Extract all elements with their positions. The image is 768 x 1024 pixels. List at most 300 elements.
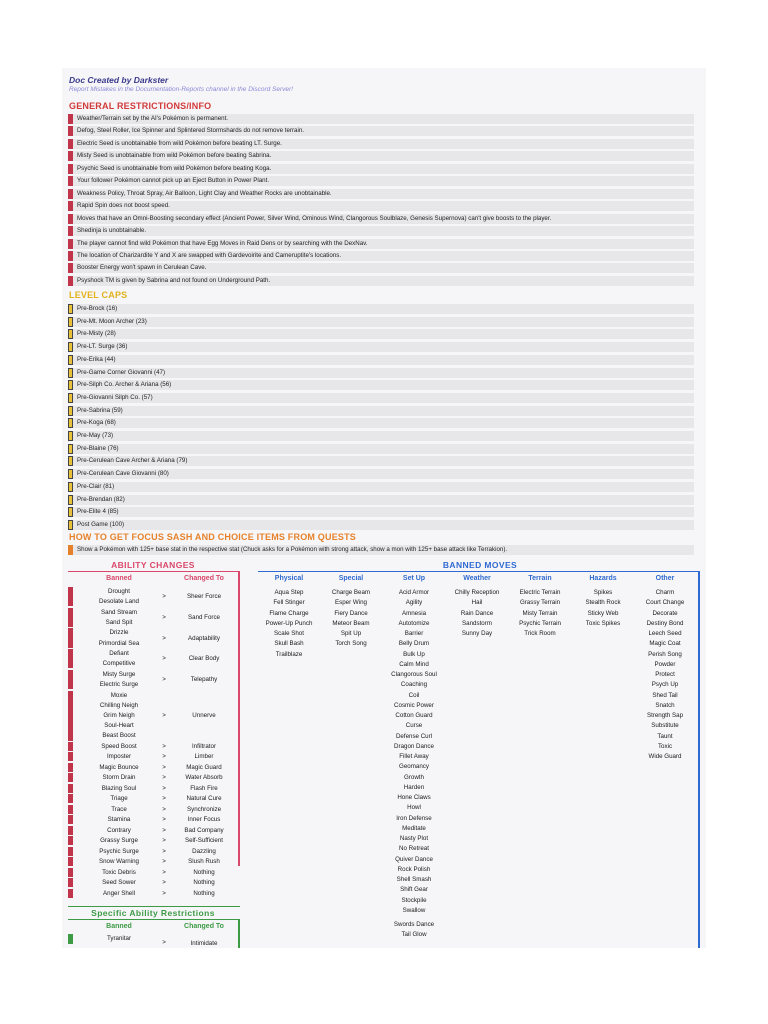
- ability-changed-cell: Sand Force: [188, 613, 220, 621]
- ability-banned-name: Trace: [111, 805, 127, 813]
- rule-marker: [68, 469, 73, 479]
- rule-marker: [68, 317, 73, 327]
- ability-banned-name: Grim Neigh: [103, 711, 135, 719]
- general-restriction-row: [68, 126, 694, 136]
- ability-banned-column-header: Banned: [106, 575, 132, 582]
- rule-marker: [68, 878, 73, 887]
- ability-change-row: [68, 763, 238, 773]
- general-restriction-text: Shedinja is unobtainable.: [77, 227, 147, 235]
- ability-arrow: >: [162, 826, 166, 834]
- banned-move: Harden: [403, 783, 425, 791]
- level-cap-row: [68, 495, 694, 505]
- banned-move: Iron Defense: [396, 814, 432, 822]
- banned-move: Taunt: [657, 732, 673, 740]
- rule-marker: [68, 126, 73, 136]
- ability-change-row: [68, 742, 238, 752]
- general-restriction-row: [68, 201, 694, 211]
- ability-change-row: [68, 794, 238, 804]
- ability-arrow: >: [162, 868, 166, 876]
- banned-move: Snatch: [655, 701, 675, 709]
- banned-moves-underline: [258, 571, 700, 572]
- rule-marker: [68, 545, 73, 555]
- level-cap-text: Pre-Cerulean Cave Archer & Ariana (79): [77, 457, 188, 465]
- specific-ability-heading: Specific Ability Restrictions: [91, 908, 215, 918]
- level-cap-row: [68, 520, 694, 530]
- rule-marker: [68, 380, 73, 390]
- ability-change-row: [68, 587, 238, 607]
- ability-changes-border: [238, 571, 240, 866]
- ability-banned-name: Sand Stream: [100, 608, 138, 616]
- banned-move: Coaching: [400, 681, 428, 689]
- focus-sash-text: Show a Pokémon with 125+ base stat in the respective stat (Chuck asks for a Pokémon with strong attack, show a mon with 125+ base attack like Terrakion).: [77, 546, 508, 553]
- rule-marker: [68, 355, 73, 365]
- banned-move: Agility: [405, 599, 423, 607]
- general-restriction-row: [68, 151, 694, 161]
- banned-moves-column: [634, 588, 696, 762]
- rule-marker: [68, 742, 73, 751]
- ability-changed-cell: Bad Company: [184, 826, 224, 834]
- ability-changed-cell: Water Absorb: [185, 774, 223, 782]
- banned-move: Shell Smash: [396, 876, 432, 883]
- document-page: [62, 68, 706, 948]
- ability-arrow: >: [162, 774, 166, 782]
- banned-move: Stealth Rock: [585, 599, 621, 607]
- banned-move: Aqua Step: [274, 589, 304, 596]
- level-cap-text: Pre-Misty (28): [77, 330, 116, 338]
- ability-banned-name: Storm Drain: [102, 774, 136, 782]
- level-cap-text: Pre-Clair (81): [77, 482, 115, 490]
- rule-marker: [68, 520, 73, 530]
- general-restrictions-heading: GENERAL RESTRICTIONS/INFO: [69, 101, 212, 111]
- rule-marker: [68, 868, 73, 877]
- ability-changes-heading: ABILITY CHANGES: [111, 560, 195, 570]
- ability-changed-cell: Self-Sufficient: [184, 837, 224, 845]
- level-cap-row: [68, 431, 694, 441]
- banned-move: Dragon Dance: [394, 742, 434, 750]
- ability-banned-cell: [78, 670, 160, 690]
- banned-move: Meteor Beam: [332, 619, 370, 627]
- general-restriction-row: [68, 164, 694, 174]
- banned-move: Scale Shot: [274, 630, 304, 637]
- ability-changed-cell: Telepathy: [190, 675, 218, 683]
- banned-move: Howl: [407, 804, 421, 812]
- ability-banned-cell: [78, 815, 160, 825]
- ability-banned-name: Chilling Neigh: [99, 701, 139, 709]
- level-cap-row: [68, 482, 694, 492]
- specific-changed-cell: Intimidate: [190, 940, 218, 947]
- ability-banned-cell: [78, 794, 160, 804]
- level-cap-text: Pre-Giovanni Silph Co. (57): [77, 393, 153, 401]
- banned-move: Barrier: [404, 630, 424, 637]
- banned-move: Trick Room: [524, 630, 556, 637]
- banned-move: Fillet Away: [399, 753, 429, 760]
- banned-move: Swords Dance: [393, 921, 435, 928]
- ability-arrow: >: [162, 858, 166, 866]
- general-restriction-row: [68, 276, 694, 286]
- ability-change-row: [68, 691, 238, 742]
- level-cap-row: [68, 469, 694, 479]
- banned-move: Sticky Web: [587, 609, 619, 617]
- banned-move: Esper Wing: [335, 599, 367, 607]
- banned-move: Sunny Day: [461, 630, 493, 637]
- banned-moves-column-header: Hazards: [589, 575, 617, 582]
- banned-move: Psychic Terrain: [519, 619, 561, 627]
- ability-banned-name: Grassy Surge: [100, 837, 138, 845]
- ability-change-row: [68, 847, 238, 857]
- general-restriction-row: [68, 226, 694, 236]
- ability-change-row: [68, 857, 238, 867]
- level-cap-text: Pre-May (73): [77, 432, 114, 439]
- ability-banned-cell: [78, 752, 160, 762]
- rule-marker: [68, 431, 73, 441]
- rule-marker: [68, 164, 73, 174]
- specific-ability-topline: [68, 906, 240, 907]
- general-restriction-row: [68, 239, 694, 249]
- ability-banned-cell: [78, 608, 160, 628]
- ability-arrow: >: [162, 879, 166, 887]
- focus-sash-heading: HOW TO GET FOCUS SASH AND CHOICE ITEMS FROM QUESTS: [69, 532, 357, 542]
- banned-move: Misty Terrain: [522, 609, 558, 617]
- ability-changed-cell: Limber: [194, 753, 214, 761]
- rule-marker: [68, 889, 73, 898]
- rule-marker: [68, 482, 73, 492]
- ability-changed-cell: Dazzling: [192, 847, 216, 855]
- rule-marker: [68, 805, 73, 814]
- banned-move: Acid Armor: [398, 589, 430, 596]
- general-restriction-text: The player cannot find wild Pokémon that have Egg Moves in Raid Dens or by searching with the DexNav.: [77, 239, 368, 247]
- banned-move: Stockpile: [401, 896, 427, 904]
- general-restriction-text: Rapid Spin does not boost speed.: [77, 202, 170, 210]
- banned-move: Bulk Up: [403, 650, 425, 658]
- rule-marker: [68, 507, 73, 517]
- level-cap-text: Pre-Mt. Moon Archer (23): [77, 317, 147, 325]
- banned-move: Destiny Bond: [646, 619, 684, 627]
- rule-marker: [68, 456, 73, 466]
- rule-marker: [68, 773, 73, 782]
- level-cap-row: [68, 329, 694, 339]
- ability-arrow: >: [162, 753, 166, 761]
- ability-changed-cell: Infiltrator: [191, 742, 217, 750]
- ability-banned-cell: [78, 868, 160, 878]
- banned-move: Coil: [408, 691, 420, 699]
- banned-move: Clangorous Soul: [391, 671, 437, 678]
- level-cap-text: Pre-Silph Co. Archer & Ariana (56): [77, 381, 172, 389]
- general-restriction-text: Psyshock TM is given by Sabrina and not found on Underground Path.: [77, 276, 271, 284]
- rule-marker: [68, 649, 73, 668]
- ability-banned-name: Desolate Land: [99, 598, 139, 606]
- banned-move: Rock Polish: [397, 865, 431, 873]
- ability-change-row: [68, 878, 238, 888]
- ability-banned-name: Blazing Soul: [101, 784, 137, 792]
- ability-change-row: [68, 889, 238, 899]
- banned-move: Powder: [654, 660, 676, 668]
- ability-arrow: >: [162, 889, 166, 897]
- banned-move: Strength Sap: [646, 712, 684, 719]
- rule-marker: [68, 857, 73, 866]
- ability-arrow: >: [162, 742, 166, 750]
- ability-changed-cell: Nothing: [193, 879, 215, 887]
- banned-moves-column: [258, 588, 320, 660]
- banned-move: Leech Seed: [648, 630, 682, 637]
- ability-changed-cell: Adaptability: [188, 634, 220, 642]
- ability-changed-cell: Magic Guard: [186, 763, 222, 771]
- ability-arrow: >: [162, 634, 166, 642]
- level-cap-text: Pre-Brock (16): [77, 305, 118, 312]
- ability-banned-cell: [78, 847, 160, 857]
- general-restriction-row: [68, 214, 694, 224]
- rule-marker: [68, 251, 73, 261]
- rule-marker: [68, 608, 73, 627]
- rule-marker: [68, 628, 73, 647]
- banned-moves-column-header: Weather: [463, 575, 491, 582]
- doc-credit: Doc Created by Darkster: [69, 75, 169, 85]
- banned-move: Magic Coat: [649, 640, 681, 648]
- banned-move: Hone Claws: [397, 794, 431, 801]
- banned-move: Skull Bash: [274, 640, 304, 648]
- ability-change-row: [68, 670, 238, 690]
- general-restriction-text: The location of Charizardite Y and X are swapped with Gardevoirite and Cameruptite's locations.: [77, 251, 342, 259]
- banned-move: Torch Song: [335, 640, 367, 648]
- rule-marker: [68, 847, 73, 856]
- banned-move: Hail: [471, 599, 483, 607]
- ability-changed-cell: Sheer Force: [186, 593, 222, 601]
- general-restriction-row: [68, 139, 694, 149]
- specific-ability-border: [238, 919, 240, 948]
- banned-move: Electric Terrain: [519, 589, 561, 596]
- ability-banned-cell: [78, 826, 160, 836]
- ability-change-row: [68, 649, 238, 669]
- level-cap-row: [68, 393, 694, 403]
- ability-arrow: >: [162, 795, 166, 803]
- banned-move: Cotton Guard: [395, 712, 433, 719]
- rule-marker: [68, 815, 73, 824]
- banned-move: Belly Drum: [398, 640, 430, 648]
- ability-banned-name: Seed Sower: [102, 879, 136, 887]
- rule-marker: [68, 763, 73, 772]
- banned-move: Swallow: [402, 906, 426, 914]
- level-cap-text: Pre-LT. Surge (36): [77, 343, 128, 351]
- rule-marker: [68, 406, 73, 416]
- ability-changed-cell: Flash Fire: [190, 784, 218, 792]
- banned-move: Growth: [404, 773, 424, 781]
- ability-arrow: >: [162, 784, 166, 792]
- ability-banned-cell: [78, 836, 160, 846]
- rule-marker: [68, 201, 73, 211]
- banned-moves-column-header: Physical: [274, 575, 304, 582]
- rule-marker: [68, 691, 73, 741]
- rule-marker: [68, 393, 73, 403]
- general-restriction-text: Misty Seed is unobtainable from wild Pokémon before beating Sabrina.: [77, 152, 272, 160]
- ability-banned-name: Speed Boost: [101, 742, 137, 750]
- banned-move: Toxic Spikes: [585, 619, 621, 627]
- ability-changed-cell: Slush Rush: [188, 858, 220, 866]
- ability-banned-cell: [78, 773, 160, 783]
- ability-change-row: [68, 608, 238, 628]
- banned-moves-column: [383, 588, 445, 941]
- level-cap-text: Pre-Erika (44): [77, 355, 116, 363]
- level-cap-row: [68, 456, 694, 466]
- level-cap-row: [68, 355, 694, 365]
- level-cap-text: Pre-Koga (68): [77, 419, 116, 427]
- ability-banned-cell: [78, 691, 160, 742]
- rule-marker: [68, 836, 73, 845]
- level-cap-row: [68, 317, 694, 327]
- rule-marker: [68, 239, 73, 249]
- ability-changed-cell: Inner Focus: [187, 816, 221, 824]
- specific-changed-column-header: Changed To: [184, 923, 224, 930]
- ability-arrow: >: [162, 805, 166, 813]
- banned-move: Wide Guard: [648, 753, 682, 760]
- banned-move: Shift Gear: [400, 886, 428, 894]
- banned-move: Rain Dance: [460, 609, 494, 617]
- level-cap-text: Pre-Brendan (82): [77, 495, 125, 503]
- banned-move: Toxic: [657, 742, 673, 750]
- ability-banned-name: Sand Spit: [105, 618, 133, 626]
- level-cap-row: [68, 304, 694, 314]
- rule-marker: [68, 176, 73, 186]
- rule-marker: [68, 495, 73, 505]
- ability-arrow: >: [162, 655, 166, 663]
- level-cap-text: Pre-Game Corner Giovanni (47): [77, 368, 166, 376]
- ability-banned-cell: [78, 628, 160, 648]
- level-cap-row: [68, 368, 694, 378]
- banned-moves-heading: BANNED MOVES: [442, 560, 518, 570]
- banned-moves-column-header: Set Up: [402, 575, 426, 582]
- rule-marker: [68, 226, 73, 236]
- rule-marker: [68, 934, 73, 944]
- general-restriction-text: Booster Energy won't spawn in Cerulean Cave.: [77, 264, 207, 272]
- banned-move: Fiery Dance: [334, 609, 368, 617]
- rule-marker: [68, 587, 73, 606]
- ability-changed-cell: Nothing: [193, 889, 215, 897]
- specific-banned-column-header: Banned: [106, 923, 132, 930]
- ability-change-row: [68, 815, 238, 825]
- rule-marker: [68, 826, 73, 835]
- level-cap-row: [68, 380, 694, 390]
- banned-move: Substitute: [651, 722, 679, 730]
- rule-marker: [68, 444, 73, 454]
- banned-move: Decorate: [652, 609, 678, 617]
- banned-move: Psych Up: [651, 681, 679, 689]
- level-cap-row: [68, 507, 694, 517]
- banned-move: Spit Up: [340, 630, 362, 637]
- banned-move: Nasty Plot: [399, 835, 429, 842]
- level-cap-row: [68, 418, 694, 428]
- banned-moves-column-header: Special: [338, 575, 364, 582]
- rule-marker: [68, 114, 73, 124]
- banned-move: Trailblaze: [275, 650, 303, 658]
- ability-banned-name: Beast Boost: [102, 732, 136, 740]
- rule-marker: [68, 794, 73, 803]
- ability-change-row: [68, 868, 238, 878]
- ability-banned-name: Magic Bounce: [99, 763, 139, 771]
- ability-banned-name: Psychic Surge: [99, 847, 139, 855]
- ability-banned-name: Moxie: [110, 691, 128, 699]
- specific-ability-underline: [68, 919, 240, 920]
- ability-banned-cell: [78, 784, 160, 794]
- banned-moves-column-header: Terrain: [528, 575, 552, 582]
- ability-banned-cell: [78, 878, 160, 888]
- ability-banned-name: Defiant: [109, 650, 129, 658]
- ability-arrow: >: [162, 593, 166, 601]
- specific-ability-row: [68, 934, 238, 948]
- general-restriction-text: Weakness Policy, Throat Spray, Air Balloon, Light Clay and Weather Rocks are unobtainable.: [77, 189, 332, 197]
- banned-move: Fell Stinger: [273, 599, 305, 607]
- general-restriction-text: Moves that have an Omni-Boosting secondary effect (Ancient Power, Silver Wind, Ominous Wind, Clangorous Soulblaze, Genesis Supernova) can't give boosts to the player.: [77, 214, 552, 222]
- banned-move: Defense Curl: [395, 732, 433, 740]
- ability-banned-name: Primordial Sea: [98, 639, 140, 647]
- rule-marker: [68, 784, 73, 793]
- banned-move: Meditate: [402, 824, 426, 832]
- ability-banned-name: Drizzle: [109, 629, 129, 637]
- rule-marker: [68, 418, 73, 428]
- ability-banned-name: Anger Shell: [103, 889, 135, 897]
- banned-move: Spikes: [593, 589, 613, 596]
- rule-marker: [68, 329, 73, 339]
- rule-marker: [68, 368, 73, 378]
- banned-move: Chilly Reception: [454, 589, 500, 596]
- banned-move: Curse: [405, 722, 423, 730]
- ability-arrow: >: [162, 939, 166, 946]
- ability-arrow: >: [162, 837, 166, 845]
- ability-banned-name: Stamina: [107, 816, 131, 824]
- ability-changed-cell: Natural Cure: [186, 795, 222, 803]
- general-restriction-row: [68, 263, 694, 273]
- rule-marker: [68, 263, 73, 273]
- ability-change-row: [68, 773, 238, 783]
- general-restriction-text: Your follower Pokémon cannot pick up an Eject Button in Power Plant.: [77, 177, 270, 185]
- general-restriction-row: [68, 189, 694, 199]
- ability-arrow: >: [162, 816, 166, 824]
- ability-change-row: [68, 826, 238, 836]
- level-cap-text: Pre-Cerulean Cave Giovanni (80): [77, 470, 169, 478]
- ability-arrow: >: [162, 675, 166, 683]
- general-restriction-text: Defog, Steel Roller, Ice Spinner and Splintered Stormshards do not remove terrain.: [77, 127, 304, 135]
- banned-moves-border: [698, 571, 700, 948]
- ability-banned-cell: [78, 889, 160, 899]
- rule-marker: [68, 276, 73, 286]
- level-cap-text: Pre-Elite 4 (85): [77, 508, 119, 516]
- level-cap-row: [68, 406, 694, 416]
- banned-move: Quiver Dance: [395, 855, 433, 863]
- ability-banned-name: Contrary: [107, 826, 131, 834]
- ability-changed-cell: Synchronize: [186, 805, 222, 813]
- ability-banned-cell: [78, 742, 160, 752]
- ability-banned-name: Snow Warning: [98, 858, 139, 866]
- ability-arrow: >: [162, 763, 166, 771]
- banned-moves-column: [446, 588, 508, 639]
- general-restriction-text: Electric Seed is unobtainable from wild Pokémon before beating LT. Surge.: [77, 139, 282, 147]
- ability-changed-cell: Clear Body: [188, 655, 220, 663]
- rule-marker: [68, 189, 73, 199]
- rule-marker: [68, 214, 73, 224]
- ability-changes-underline: [68, 571, 240, 572]
- banned-move: Grassy Terrain: [519, 599, 561, 607]
- banned-move: Geomancy: [399, 763, 429, 771]
- ability-banned-cell: [78, 805, 160, 815]
- rule-marker: [68, 139, 73, 149]
- ability-banned-name: Toxic Debris: [102, 868, 136, 876]
- ability-banned-name: Triage: [110, 795, 128, 803]
- ability-banned-name: Misty Surge: [102, 670, 136, 678]
- ability-arrow: >: [162, 613, 166, 621]
- ability-banned-cell: [78, 857, 160, 867]
- banned-move: No Retreat: [399, 845, 429, 853]
- banned-moves-column-header: Other: [655, 575, 675, 582]
- rule-marker: [68, 151, 73, 161]
- ability-banned-name: Drought: [107, 588, 130, 595]
- level-cap-text: Pre-Sabrina (59): [77, 406, 123, 414]
